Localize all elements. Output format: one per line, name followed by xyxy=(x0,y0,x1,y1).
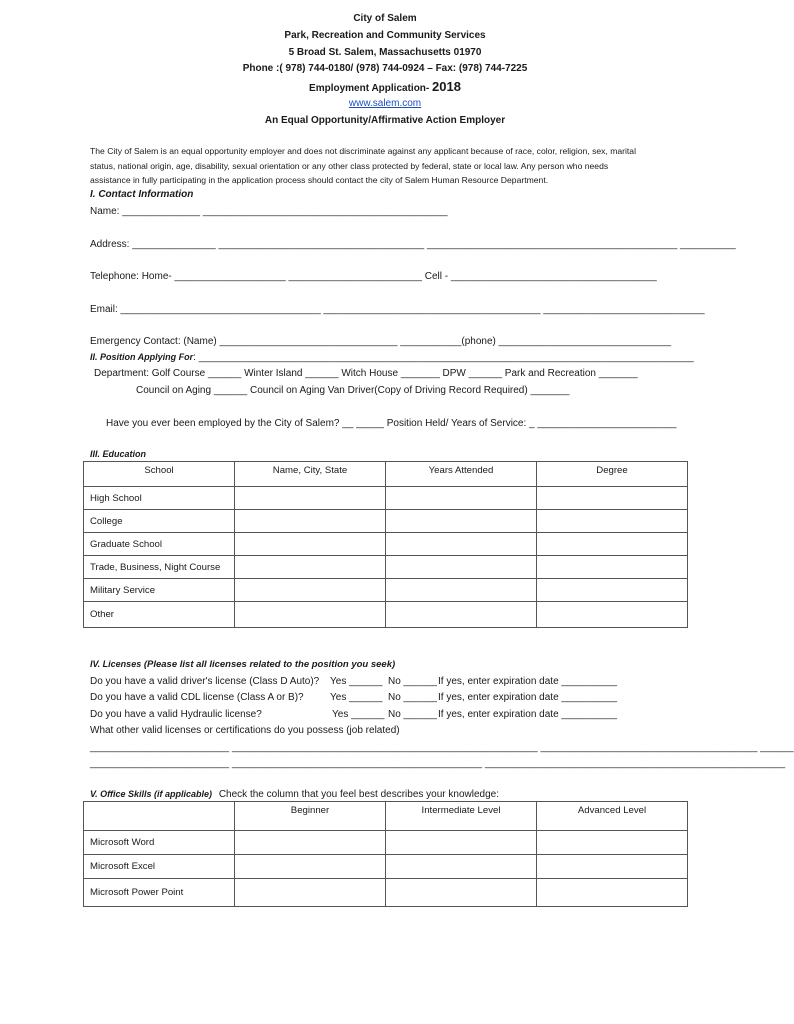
table-cell[interactable] xyxy=(235,855,386,879)
intro-line: assistance in fully participating in the application process should contact the city of Salem Human Resource Department. xyxy=(90,175,549,186)
education-col-years: Years Attended xyxy=(386,462,537,487)
office-header-row xyxy=(84,802,688,831)
position-heading: II. Position Applying For xyxy=(90,352,194,362)
licenses-subheading: (Please list all licenses related to the position you seek) xyxy=(141,659,396,670)
table-cell[interactable] xyxy=(235,602,386,628)
table-row xyxy=(84,533,688,556)
drivers-license-expiration[interactable]: If yes, enter expiration date __________ xyxy=(438,676,618,687)
application-title xyxy=(0,79,770,94)
education-heading: III. Education xyxy=(90,449,147,459)
education-row-label: Trade, Business, Night Course xyxy=(84,556,235,579)
hydraulic-license-expiration[interactable]: If yes, enter expiration date __________ xyxy=(438,709,618,720)
table-row xyxy=(84,556,688,579)
education-header-row xyxy=(84,462,688,487)
office-col-intermediate: Intermediate Level xyxy=(386,802,537,831)
department-options[interactable]: Department: Golf Course ______ Winter Island ______ Witch House _______ DPW ______ Park and Recreation _______ xyxy=(94,368,638,379)
intro-line: The City of Salem is an equal opportunity employer and does not discriminate against any applicant because of race, color, religion, sex, marital xyxy=(90,146,636,156)
hydraulic-license-yes[interactable]: Yes ______ xyxy=(332,709,385,720)
other-licenses-line-1[interactable]: _________________________ _______________________________________________________ _______________________________________ ______ xyxy=(90,742,794,753)
table-cell[interactable] xyxy=(537,879,688,907)
address-field[interactable]: Address: _______________ _____________________________________ _____________________________________________ __________ xyxy=(90,239,736,250)
office-col-advanced: Advanced Level xyxy=(537,802,688,831)
table-cell[interactable] xyxy=(235,831,386,855)
cdl-license-question: Do you have a valid CDL license (Class A or B)? xyxy=(90,692,304,703)
office-skills-instruction: Check the column that you feel best describes your knowledge: xyxy=(218,789,499,800)
drivers-license-yes[interactable]: Yes ______ xyxy=(330,676,383,687)
table-cell[interactable] xyxy=(537,510,688,533)
table-row xyxy=(84,579,688,602)
education-row-label: College xyxy=(84,510,235,533)
table-cell[interactable] xyxy=(386,602,537,628)
city-title: City of Salem xyxy=(353,13,417,24)
table-cell[interactable] xyxy=(235,556,386,579)
table-row xyxy=(84,879,688,907)
contact-heading: I. Contact Information xyxy=(90,189,194,200)
table-cell[interactable] xyxy=(235,533,386,556)
office-row-label: Microsoft Power Point xyxy=(84,879,235,907)
office-skills-heading: V. Office Skills (if applicable) xyxy=(90,789,213,799)
table-cell[interactable] xyxy=(386,556,537,579)
name-field[interactable]: Name: ______________ ____________________________________________ xyxy=(90,206,448,217)
table-cell[interactable] xyxy=(386,510,537,533)
education-row-label: Military Service xyxy=(84,579,235,602)
telephone-field[interactable]: Telephone: Home- ____________________ ________________________ Cell - _____________________________________ xyxy=(90,271,657,282)
other-licenses-question: What other valid licenses or certifications do you possess (job related) xyxy=(90,725,400,736)
office-row-label: Microsoft Excel xyxy=(84,855,235,879)
position-row xyxy=(90,352,694,363)
table-cell[interactable] xyxy=(235,579,386,602)
drivers-license-question: Do you have a valid driver's license (Class D Auto)? xyxy=(90,676,320,687)
education-col-name: Name, City, State xyxy=(235,462,386,487)
department-name: Park, Recreation and Community Services xyxy=(284,30,486,41)
application-label: Employment Application- xyxy=(309,83,430,94)
council-options[interactable]: Council on Aging ______ Council on Aging Van Driver(Copy of Driving Record Required) _______ xyxy=(136,385,570,396)
table-cell[interactable] xyxy=(386,533,537,556)
table-cell[interactable] xyxy=(386,879,537,907)
education-row-label: Graduate School xyxy=(84,533,235,556)
office-skills-heading-row xyxy=(90,789,499,800)
table-cell[interactable] xyxy=(537,556,688,579)
education-table xyxy=(83,461,688,628)
website-link-row xyxy=(0,98,770,109)
table-cell[interactable] xyxy=(537,579,688,602)
table-cell[interactable] xyxy=(235,879,386,907)
intro-line: status, national origin, age, disability, sexual orientation or any other class protected by federal, state or local law. Any person who needs xyxy=(90,160,609,171)
table-cell[interactable] xyxy=(537,487,688,510)
office-skills-table xyxy=(83,801,688,907)
table-row xyxy=(84,831,688,855)
table-cell[interactable] xyxy=(235,487,386,510)
table-row xyxy=(84,510,688,533)
hydraulic-license-question: Do you have a valid Hydraulic license? xyxy=(90,709,262,720)
intro-paragraph xyxy=(90,144,690,188)
table-row xyxy=(84,855,688,879)
licenses-heading-row xyxy=(90,659,395,670)
employer-statement: An Equal Opportunity/Affirmative Action Employer xyxy=(264,115,506,126)
drivers-license-no[interactable]: No ______ xyxy=(388,676,437,687)
prior-employment-question[interactable]: Have you ever been employed by the City of Salem? __ _____ Position Held/ Years of Service: _ _________________________ xyxy=(106,418,677,429)
table-cell[interactable] xyxy=(537,831,688,855)
table-row xyxy=(84,602,688,628)
table-cell[interactable] xyxy=(386,487,537,510)
education-col-degree: Degree xyxy=(537,462,688,487)
table-cell[interactable] xyxy=(537,602,688,628)
table-row xyxy=(84,487,688,510)
education-col-school: School xyxy=(84,462,235,487)
hydraulic-license-no[interactable]: No ______ xyxy=(388,709,437,720)
cdl-license-no[interactable]: No ______ xyxy=(388,692,437,703)
education-row-label: Other xyxy=(84,602,235,628)
emergency-contact-field[interactable]: Emergency Contact: (Name) ________________________________ ___________(phone) _______________________________ xyxy=(90,336,672,347)
application-year: 2018 xyxy=(432,79,461,94)
table-cell[interactable] xyxy=(386,579,537,602)
department-address: 5 Broad St. Salem, Massachusetts 01970 xyxy=(288,47,482,58)
office-col-beginner: Beginner xyxy=(235,802,386,831)
table-cell[interactable] xyxy=(537,533,688,556)
table-cell[interactable] xyxy=(386,831,537,855)
office-col-blank xyxy=(84,802,235,831)
table-cell[interactable] xyxy=(235,510,386,533)
position-field[interactable]: : _________________________________________________________________________________________ xyxy=(193,352,694,363)
table-cell[interactable] xyxy=(386,855,537,879)
email-field[interactable]: Email: ____________________________________ _______________________________________ _____________________________ xyxy=(90,304,705,315)
office-row-label: Microsoft Word xyxy=(84,831,235,855)
licenses-heading: IV. Licenses xyxy=(90,659,142,669)
other-licenses-line-2[interactable]: _________________________ _____________________________________________ ______________________________________________________ xyxy=(90,758,786,769)
phone-fax: Phone :( 978) 744-0180/ (978) 744-0924 – Fax: (978) 744-7225 xyxy=(242,63,528,74)
cdl-license-yes[interactable]: Yes ______ xyxy=(330,692,383,703)
website-link[interactable]: www.salem.com xyxy=(348,98,422,109)
cdl-license-expiration[interactable]: If yes, enter expiration date __________ xyxy=(438,692,618,703)
table-cell[interactable] xyxy=(537,855,688,879)
education-row-label: High School xyxy=(84,487,235,510)
